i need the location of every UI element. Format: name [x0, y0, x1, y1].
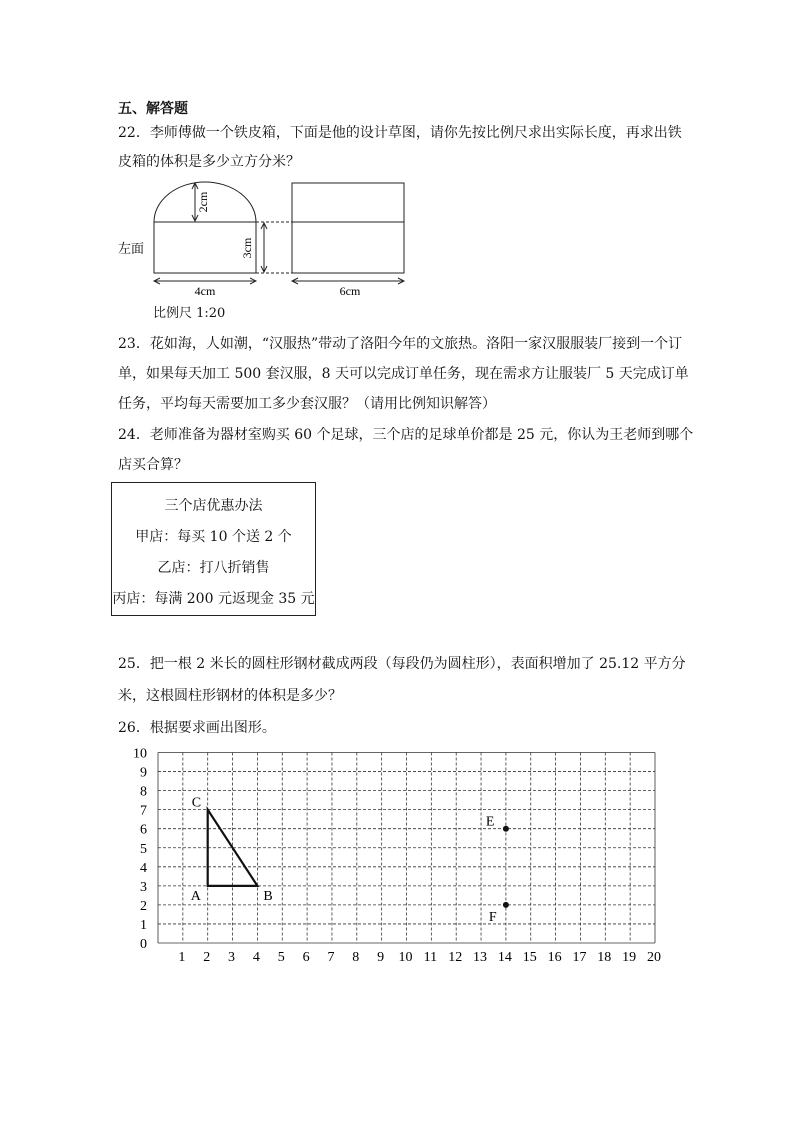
q25-text-line2: 米，这根圆柱形钢材的体积是多少？	[118, 688, 342, 704]
discount-box	[111, 482, 316, 616]
shop-b-offer: 乙店：打八折销售	[157, 560, 270, 576]
q22-sketch	[110, 172, 430, 322]
plotted-shapes	[191, 796, 509, 925]
x-tick-label: 10	[398, 950, 413, 965]
x-tick-label: 2	[203, 950, 211, 965]
x-tick-label: 17	[572, 950, 587, 965]
q23-text-line3: 任务，平均每天需要加工多少套汉服？（请用比例知识解答）	[118, 396, 496, 412]
scale-label: 比例尺 1:20	[153, 306, 226, 321]
y-tick-label: 10	[133, 746, 147, 762]
x-tick-label: 18	[597, 950, 612, 965]
q25-text-line1: 25．把一根 2 米长的圆柱形钢材截成两段（每段仍为圆柱形），表面积增加了 25.12 平方分	[118, 656, 686, 672]
discount-box-title: 三个店优惠办法	[164, 498, 263, 514]
x-tick-label: 6	[302, 950, 310, 965]
x-tick-label: 4	[252, 950, 260, 965]
y-tick-label: 7	[140, 803, 147, 819]
point-f	[503, 902, 509, 908]
y-tick-label: 1	[140, 917, 147, 933]
section-title: 五、解答题	[118, 101, 188, 117]
dim-6cm-label: 6cm	[339, 284, 361, 298]
x-tick-label: 16	[547, 950, 562, 965]
q22-text-line2: 皮箱的体积是多少立方分米？	[118, 154, 300, 170]
dim-3cm-label: 3cm	[240, 237, 254, 259]
x-tick-label: 11	[423, 950, 438, 965]
y-tick-label: 5	[140, 841, 147, 857]
x-tick-labels	[178, 950, 661, 965]
x-tick-label: 12	[448, 950, 463, 965]
q23-text-line1: 23．花如海，人如潮，“汉服热”带动了洛阳今年的文旅热。洛阳一家汉服服装厂接到一个订	[118, 336, 683, 352]
q23-text-line2: 单，如果每天加工 500 套汉服，8 天可以完成订单任务，现在需求方让服装厂 5 天完成订单	[118, 366, 689, 382]
q24-text-line1: 24．老师准备为器材室购买 60 个足球，三个店的足球单价都是 25 元，你认为王老师到哪个	[118, 427, 694, 443]
x-tick-label: 13	[473, 950, 488, 965]
y-tick-label: 9	[140, 765, 147, 781]
y-tick-label: 0	[140, 937, 147, 952]
y-tick-label: 2	[140, 898, 147, 914]
dim-4cm-label: 4cm	[194, 284, 216, 298]
x-tick-label: 5	[277, 950, 285, 965]
q22-text-line1: 22．李师傅做一个铁皮箱，下面是他的设计草图，请你先按比例尺求出实际长度，再求出铁	[118, 125, 682, 141]
q24-text-line2: 店买合算？	[118, 457, 188, 473]
coordinate-grid	[120, 742, 670, 972]
x-tick-label: 14	[497, 950, 512, 965]
x-tick-label: 3	[228, 950, 236, 965]
y-tick-label: 6	[140, 822, 147, 838]
y-tick-labels	[133, 747, 147, 953]
x-tick-label: 7	[327, 950, 335, 965]
vertex-label-c: C	[191, 795, 202, 811]
y-tick-label: 8	[140, 784, 147, 800]
right-view-rect	[292, 183, 404, 273]
x-tick-label: 15	[522, 950, 537, 965]
x-tick-label: 8	[352, 950, 360, 965]
point-label-e: E	[485, 814, 495, 830]
x-tick-label: 9	[377, 950, 385, 965]
x-tick-label: 20	[647, 950, 661, 965]
y-tick-label: 4	[140, 860, 147, 876]
y-tick-label: 3	[140, 879, 147, 895]
vertex-label-a: A	[190, 888, 201, 904]
left-view-label: 左面	[118, 242, 145, 257]
x-tick-label: 19	[622, 950, 637, 965]
shop-c-offer: 丙店：每满 200 元返现金 35 元	[112, 591, 315, 607]
x-tick-label: 1	[178, 950, 186, 965]
point-e	[503, 826, 509, 832]
point-label-f: F	[488, 909, 497, 925]
q26-text-line1: 26．根据要求画出图形。	[118, 720, 276, 736]
dim-2cm-label: 2cm	[196, 191, 210, 213]
vertex-label-b: B	[263, 888, 273, 904]
shop-a-offer: 甲店：每买 10 个送 2 个	[135, 529, 292, 545]
